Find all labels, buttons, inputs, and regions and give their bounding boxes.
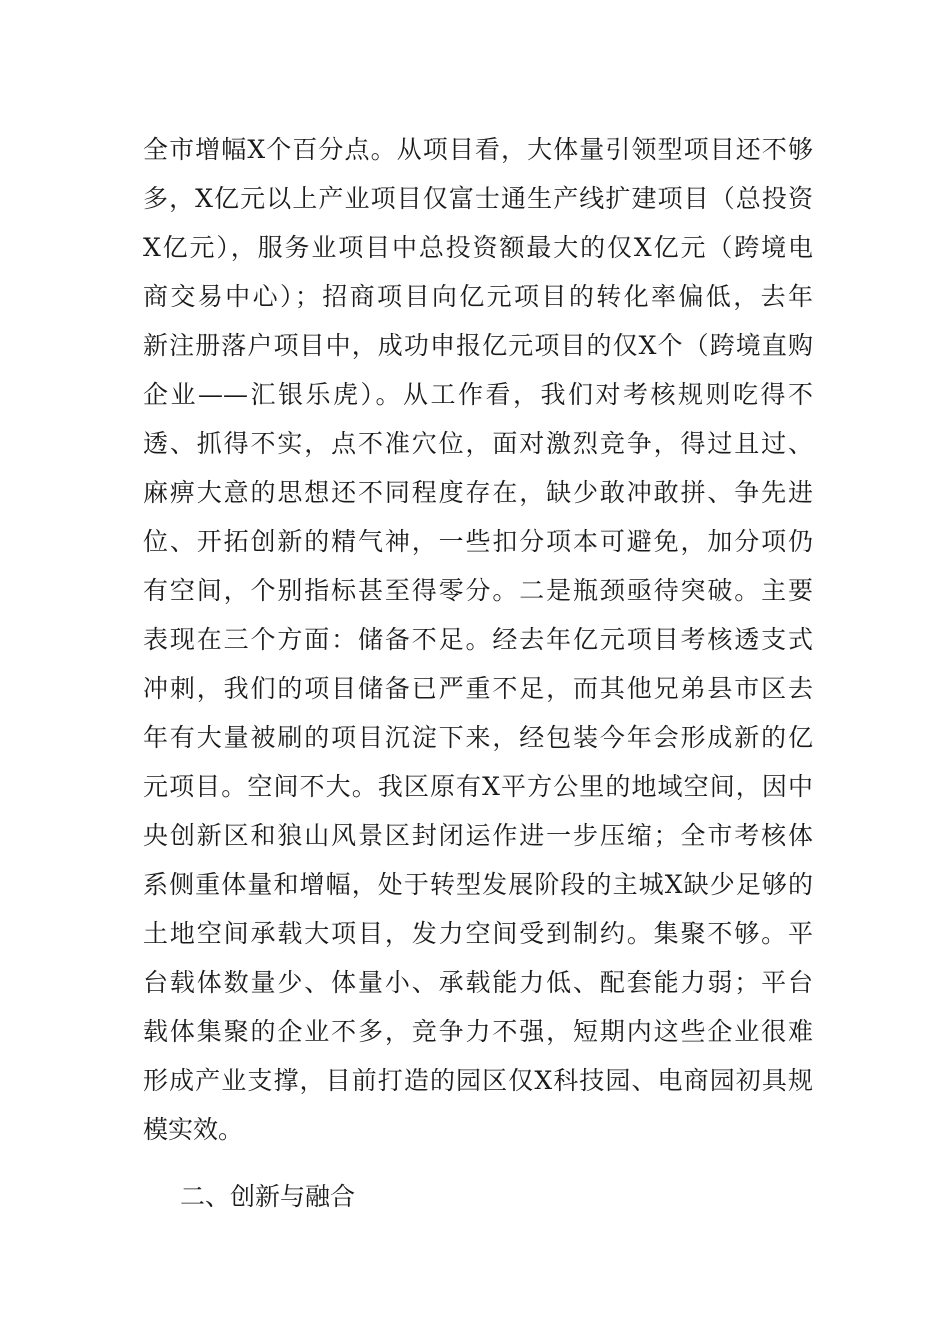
paragraph-line: 商交易中心）；招商项目向亿元项目的转化率偏低，去年 xyxy=(143,282,813,311)
paragraph-line: 有空间，个别指标甚至得零分。二是瓶颈亟待突破。主要 xyxy=(143,576,813,605)
paragraph-line: 位、开拓创新的精气神，一些扣分项本可避免，加分项仍 xyxy=(143,527,813,556)
paragraph-line: 形成产业支撑，目前打造的园区仅X科技园、电商园初具规 xyxy=(143,1066,813,1095)
paragraph-line: 元项目。空间不大。我区原有X平方公里的地域空间，因中 xyxy=(143,772,813,801)
paragraph-line: 新注册落户项目中，成功申报亿元项目的仅X个（跨境直购 xyxy=(143,331,813,360)
paragraph-line: 透、抓得不实，点不准穴位，面对激烈竞争，得过且过、 xyxy=(143,429,813,458)
body-paragraph xyxy=(143,125,813,1154)
paragraph-line-last: 模实效。 xyxy=(143,1115,244,1144)
paragraph-line: 表现在三个方面：储备不足。经去年亿元项目考核透支式 xyxy=(143,625,813,654)
paragraph-line: 全市增幅X个百分点。从项目看，大体量引领型项目还不够 xyxy=(143,135,813,164)
paragraph-line: 年有大量被刷的项目沉淀下来，经包装今年会形成新的亿 xyxy=(143,723,813,752)
paragraph-line: 台载体数量少、体量小、承载能力低、配套能力弱；平台 xyxy=(143,968,813,997)
paragraph-line: 麻痹大意的思想还不同程度存在，缺少敢冲敢拼、争先进 xyxy=(143,478,813,507)
paragraph-line: 载体集聚的企业不多，竞争力不强，短期内这些企业很难 xyxy=(143,1017,813,1046)
paragraph-line: 央创新区和狼山风景区封闭运作进一步压缩；全市考核体 xyxy=(143,821,813,850)
paragraph-line: 多，X亿元以上产业项目仅富士通生产线扩建项目（总投资 xyxy=(143,184,813,213)
paragraph-line: X亿元），服务业项目中总投资额最大的仅X亿元（跨境电 xyxy=(143,233,813,262)
paragraph-line: 企业——汇银乐虎）。从工作看，我们对考核规则吃得不 xyxy=(143,380,813,409)
paragraph-line: 土地空间承载大项目，发力空间受到制约。集聚不够。平 xyxy=(143,919,813,948)
paragraph-line: 冲刺，我们的项目储备已严重不足，而其他兄弟县市区去 xyxy=(143,674,813,703)
section-heading: 二、创新与融合 xyxy=(180,1182,356,1211)
paragraph-line: 系侧重体量和增幅，处于转型发展阶段的主城X缺少足够的 xyxy=(143,870,813,899)
